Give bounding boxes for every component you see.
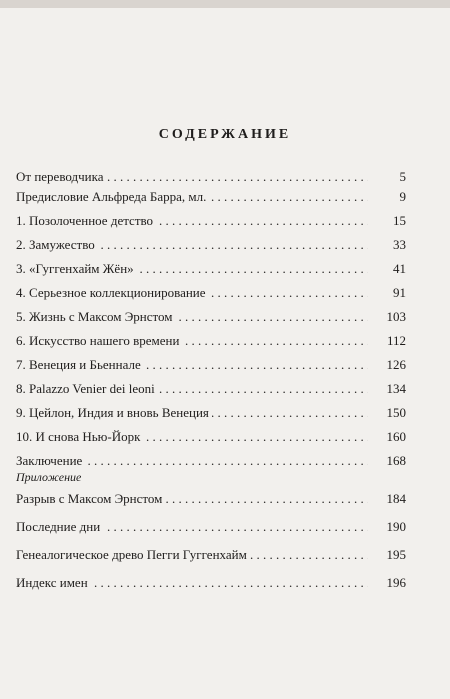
appendix-label: Приложение [16,470,82,484]
toc-entry [16,188,406,206]
page-top-edge [0,0,450,8]
toc-entry-page: 5 [397,168,407,186]
toc-entry-title: 8. Palazzo Venier dei leoni [16,380,158,398]
toc-entry [16,236,406,254]
toc-entry-title: 7. Венеция и Бьеннале [16,356,144,374]
toc-entry [16,356,406,374]
toc-entry-page: 196 [384,574,407,592]
toc-entry [16,574,406,592]
toc-entry-page: 33 [390,236,406,254]
toc-entry-title: 10. И снова Нью-Йорк [16,428,143,446]
toc-entry [16,518,406,536]
toc-entry-title: 9. Цейлон, Индия и вновь Венеция [16,404,212,422]
toc-entry-page: 15 [390,212,406,230]
toc-entry-page: 195 [384,546,407,564]
toc-entry [16,546,406,564]
toc-entry-page: 103 [384,308,407,326]
toc-entry-page: 41 [390,260,406,278]
toc-entry-title: Индекс имен [16,574,91,592]
toc-entry-title: 2. Замужество [16,236,98,254]
toc-entry [16,404,406,422]
toc-entry [16,284,406,302]
toc-entry-page: 91 [390,284,406,302]
toc-entry [16,428,406,446]
toc-entry-page: 150 [384,404,407,422]
toc-entry-title: От переводчика [16,168,107,186]
toc-entry-title: Генеалогическое древо Пегги Гуггенхайм [16,546,250,564]
toc-entry-title: 3. «Гуггенхайм Жён» [16,260,137,278]
toc-entry [16,332,406,350]
toc-entry-page: 134 [384,380,407,398]
toc-entry-title: 4. Серьезное коллекционирование [16,284,209,302]
toc-entry-title: 1. Позолоченное детство [16,212,156,230]
toc-entry-page: 168 [384,452,407,470]
toc-entry-page: 9 [397,188,407,206]
toc-entry [16,490,406,508]
toc-entry-page: 184 [384,490,407,508]
toc-entry [16,260,406,278]
toc-entry [16,380,406,398]
toc-entry [16,452,406,470]
toc-entry [16,308,406,326]
toc-entry-page: 126 [384,356,407,374]
toc-entry-page: 190 [384,518,407,536]
toc-entry-title: 5. Жизнь с Максом Эрнстом [16,308,176,326]
toc-entry-title: Последние дни [16,518,103,536]
toc-entry-title: Предисловие Альфреда Барра, мл. [16,188,209,206]
toc-entry [16,168,406,186]
toc-entry-title: 6. Искусство нашего времени [16,332,182,350]
toc-entry [16,212,406,230]
toc-entry-page: 160 [384,428,407,446]
toc-entry-title: Заключение [16,452,85,470]
toc-entry-title: Разрыв с Максом Эрнстом [16,490,165,508]
toc-heading: СОДЕРЖАНИЕ [158,127,292,142]
toc-entry-page: 112 [384,332,406,350]
